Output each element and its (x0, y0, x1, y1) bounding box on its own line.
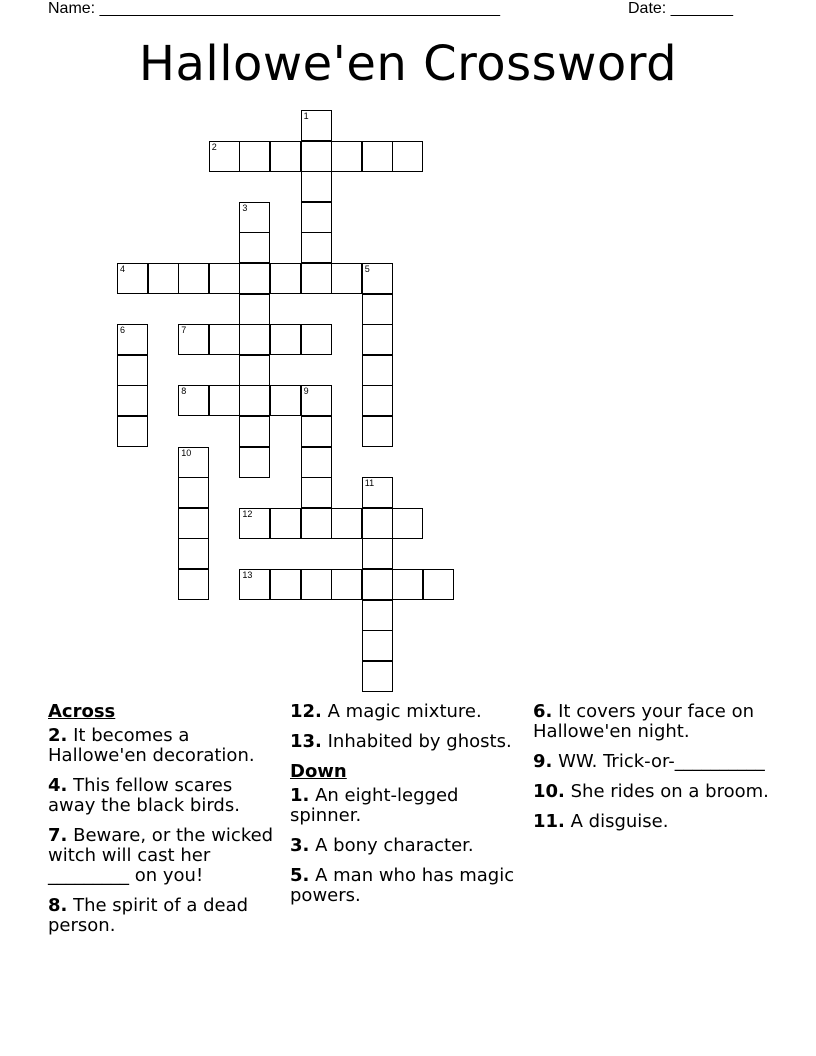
crossword-cell[interactable] (423, 569, 454, 600)
crossword-cell[interactable] (362, 263, 393, 294)
cell-number: 7 (181, 325, 187, 336)
clue-number: 9. (533, 751, 553, 772)
crossword-cell[interactable] (362, 538, 393, 569)
crossword-cell[interactable] (301, 141, 332, 172)
clue-number: 12. (290, 701, 322, 722)
clue-down-1 (290, 786, 526, 826)
crossword-cell[interactable] (392, 569, 423, 600)
clues-column-3 (533, 702, 773, 842)
crossword-cell[interactable] (178, 569, 209, 600)
crossword-cell[interactable] (392, 141, 423, 172)
clue-number: 1. (290, 785, 310, 806)
clue-text: A magic mixture. (327, 701, 482, 722)
page-title: Hallowe'en Crossword (138, 36, 678, 92)
clue-down-3 (290, 836, 526, 856)
crossword-cell[interactable] (301, 385, 332, 416)
clue-across-4 (48, 776, 284, 816)
crossword-cell[interactable] (178, 447, 209, 478)
clues-column-1 (48, 702, 284, 946)
crossword-cell[interactable] (209, 324, 240, 355)
crossword-cell[interactable] (362, 569, 393, 600)
crossword-cell[interactable] (270, 141, 301, 172)
clue-text: This fellow scares away the black birds. (48, 775, 240, 816)
crossword-cell[interactable] (301, 171, 332, 202)
crossword-cell[interactable] (117, 416, 148, 447)
crossword-cell[interactable] (362, 294, 393, 325)
cell-number: 8 (181, 386, 187, 397)
crossword-cell[interactable] (239, 385, 270, 416)
crossword-cell[interactable] (117, 385, 148, 416)
cell-number: 1 (303, 111, 309, 121)
clue-text: An eight-legged spinner. (290, 785, 459, 826)
crossword-cell[interactable] (301, 416, 332, 447)
crossword-cell[interactable] (148, 263, 179, 294)
crossword-cell[interactable] (301, 569, 332, 600)
clue-text: It covers your face on Hallowe'en night. (533, 701, 755, 742)
clue-number: 8. (48, 895, 68, 916)
crossword-cell[interactable] (301, 324, 332, 355)
cell-number: 9 (303, 386, 309, 397)
clues-column-2 (290, 702, 526, 916)
crossword-cell[interactable] (239, 202, 270, 233)
clue-across-2 (48, 726, 284, 766)
crossword-cell[interactable] (270, 508, 301, 539)
crossword-cell[interactable] (362, 600, 393, 631)
crossword-cell[interactable] (362, 141, 393, 172)
crossword-cell[interactable] (301, 477, 332, 508)
clue-number: 4. (48, 775, 68, 796)
clue-text: A man who has magic powers. (290, 865, 515, 906)
clue-across-8 (48, 896, 284, 936)
crossword-cell[interactable] (117, 324, 148, 355)
cell-number: 12 (242, 508, 253, 519)
clue-text: A disguise. (570, 811, 669, 832)
cell-number: 3 (242, 202, 248, 213)
cell-number: 6 (120, 325, 126, 336)
clue-across-13 (290, 732, 526, 752)
crossword-cell[interactable] (178, 385, 209, 416)
crossword-cell[interactable] (362, 508, 393, 539)
down-heading: Down (290, 761, 347, 782)
crossword-cell[interactable] (331, 569, 362, 600)
clue-number: 3. (290, 835, 310, 856)
name-field-label[interactable]: Name: _____________________________________________ (48, 0, 500, 17)
crossword-cell[interactable] (209, 141, 240, 172)
crossword-cell[interactable] (239, 508, 270, 539)
across-heading: Across (48, 701, 116, 722)
clue-text: WW. Trick-or-__________ (558, 751, 765, 772)
crossword-cell[interactable] (178, 538, 209, 569)
clue-number: 11. (533, 811, 565, 832)
clue-text: She rides on a broom. (570, 781, 769, 802)
crossword-cell[interactable] (270, 324, 301, 355)
clue-across-12 (290, 702, 526, 722)
crossword-cell[interactable] (270, 385, 301, 416)
crossword-cell[interactable] (239, 416, 270, 447)
crossword-cell[interactable] (362, 324, 393, 355)
crossword-cell[interactable] (239, 263, 270, 294)
crossword-cell[interactable] (117, 263, 148, 294)
crossword-cell[interactable] (270, 569, 301, 600)
cell-number: 4 (120, 264, 126, 274)
crossword-cell[interactable] (178, 477, 209, 508)
crossword-cell[interactable] (362, 661, 393, 692)
clue-number: 5. (290, 865, 310, 886)
clue-text: Beware, or the wicked witch will cast her _________ on you! (48, 825, 274, 886)
crossword-cell[interactable] (301, 508, 332, 539)
crossword-cell[interactable] (239, 232, 270, 263)
clue-number: 13. (290, 731, 322, 752)
clue-text: The spirit of a dead person. (48, 895, 249, 936)
crossword-cell[interactable] (209, 263, 240, 294)
crossword-cell[interactable] (178, 508, 209, 539)
clue-down-11 (533, 812, 773, 832)
clue-text: Inhabited by ghosts. (327, 731, 512, 752)
clue-text: It becomes a Hallowe'en decoration. (48, 725, 255, 766)
crossword-cell[interactable] (239, 294, 270, 325)
clue-across-7 (48, 826, 284, 886)
crossword-cell[interactable] (362, 355, 393, 386)
cell-number: 2 (211, 141, 217, 152)
crossword-cell[interactable] (301, 263, 332, 294)
crossword-cell[interactable] (239, 447, 270, 478)
crossword-cell[interactable] (331, 263, 362, 294)
crossword-cell[interactable] (301, 110, 332, 141)
cell-number: 10 (181, 447, 192, 458)
clue-down-5 (290, 866, 526, 906)
crossword-cell[interactable] (239, 324, 270, 355)
crossword-cell[interactable] (362, 385, 393, 416)
clue-down-6 (533, 702, 773, 742)
crossword-cell[interactable] (117, 355, 148, 386)
crossword-cell[interactable] (301, 202, 332, 233)
crossword-cell[interactable] (239, 355, 270, 386)
crossword-cell[interactable] (331, 508, 362, 539)
clue-number: 10. (533, 781, 565, 802)
crossword-cell[interactable] (178, 324, 209, 355)
clue-down-9 (533, 752, 773, 772)
crossword-cell[interactable] (239, 141, 270, 172)
crossword-cell[interactable] (362, 416, 393, 447)
clue-number: 7. (48, 825, 68, 846)
crossword-cell[interactable] (362, 477, 393, 508)
crossword-cell[interactable] (178, 263, 209, 294)
clue-number: 2. (48, 725, 68, 746)
clue-text: A bony character. (315, 835, 474, 856)
clue-down-10 (533, 782, 773, 802)
cell-number: 5 (364, 264, 370, 274)
clue-number: 6. (533, 701, 553, 722)
cell-number: 11 (364, 478, 375, 489)
crossword-cell[interactable] (301, 232, 332, 263)
crossword-cell[interactable] (392, 508, 423, 539)
crossword-cell[interactable] (362, 630, 393, 661)
date-field-label[interactable]: Date: _______ (628, 0, 733, 17)
crossword-cell[interactable] (209, 385, 240, 416)
cell-number: 13 (242, 570, 253, 580)
crossword-cell[interactable] (239, 569, 270, 600)
crossword-cell[interactable] (270, 263, 301, 294)
crossword-cell[interactable] (331, 141, 362, 172)
crossword-cell[interactable] (301, 447, 332, 478)
